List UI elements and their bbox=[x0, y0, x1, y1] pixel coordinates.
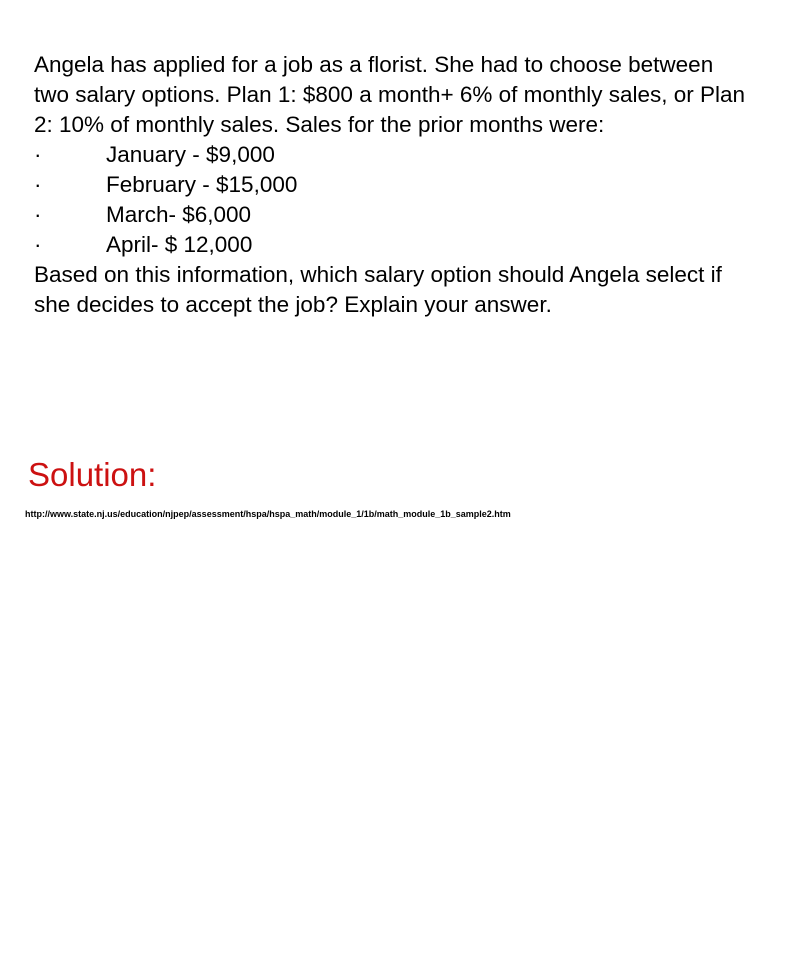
monthly-sales-list bbox=[34, 140, 754, 260]
list-item bbox=[34, 200, 754, 230]
month-sales: March- $6,000 bbox=[106, 202, 252, 227]
list-item bbox=[34, 140, 754, 170]
list-item bbox=[34, 230, 754, 260]
list-item bbox=[34, 170, 754, 200]
source-url[interactable]: http://www.state.nj.us/education/njpep/assessment/hspa/hspa_math/module_1/1b/math_module_1b_sample2.htm bbox=[25, 509, 511, 519]
month-sales: April- $ 12,000 bbox=[106, 232, 253, 257]
bullet-icon: · bbox=[34, 232, 42, 257]
bullet-icon: · bbox=[34, 142, 42, 167]
problem-intro: Angela has applied for a job as a florist. She had to choose between two salary options. Plan 1: $800 a month+ 6% of monthly sales, or Plan 2: 10% of monthly sales. Sales for the prior months were: bbox=[34, 52, 746, 137]
solution-heading: Solution: bbox=[28, 456, 157, 493]
problem-text bbox=[34, 50, 754, 320]
bullet-icon: · bbox=[34, 172, 42, 197]
bullet-icon: · bbox=[34, 202, 42, 227]
problem-question: Based on this information, which salary option should Angela select if she decides to accept the job? Explain your answer. bbox=[34, 262, 722, 317]
month-sales: January - $9,000 bbox=[106, 142, 275, 167]
month-sales: February - $15,000 bbox=[106, 172, 298, 197]
